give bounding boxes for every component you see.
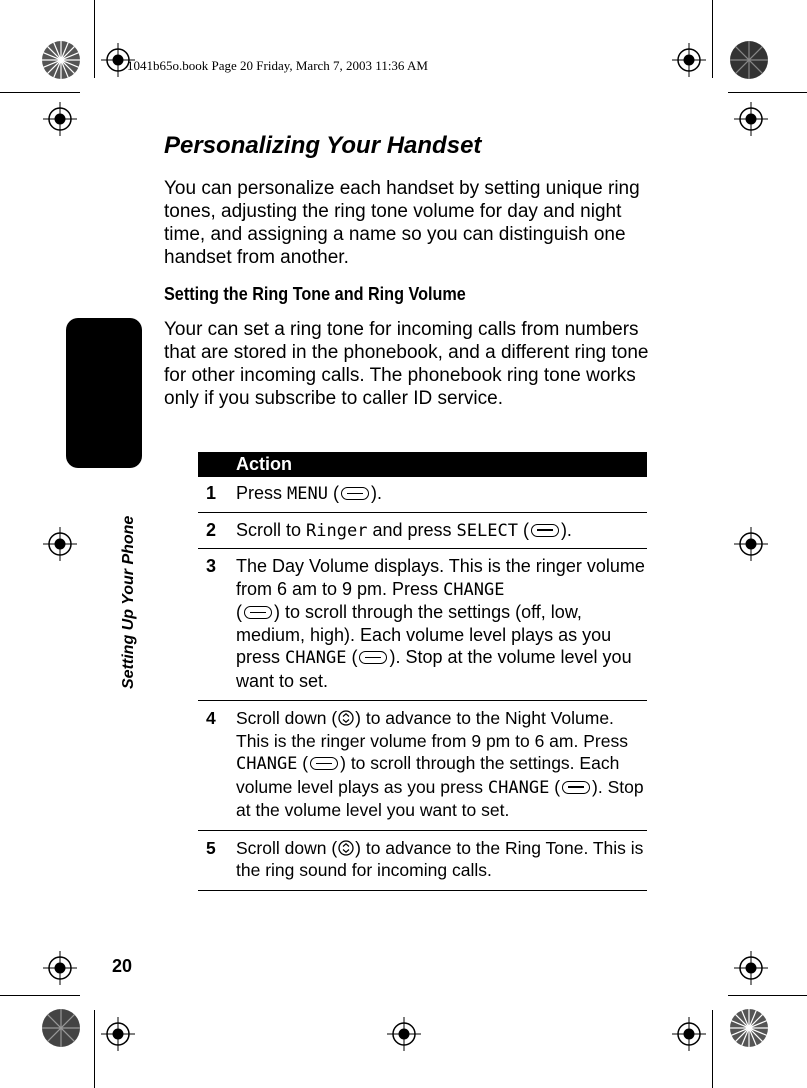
step-text: Scroll to: [236, 519, 307, 540]
scroll-key-icon: [338, 710, 354, 726]
step-text: (: [327, 483, 339, 503]
table-row: [198, 513, 647, 550]
action-table: [198, 452, 647, 891]
display-text-select: SELECT: [456, 520, 518, 541]
step-number: 4: [206, 708, 216, 728]
registration-mark-icon: [734, 102, 768, 136]
softkey-icon: [341, 487, 369, 500]
step-text: The Day Volume displays. This is the ringer volume from 6 am to 9 pm. Press: [236, 556, 645, 599]
chapter-side-label: Setting Up Your Phone: [120, 515, 137, 689]
softkey-icon: [562, 781, 590, 794]
softkey-icon: [359, 651, 387, 664]
scroll-key-icon: [338, 840, 354, 856]
table-row: [198, 549, 647, 701]
crop-line: [728, 995, 807, 996]
softkey-icon: [310, 757, 338, 770]
print-header: 1041b65o.book Page 20 Friday, March 7, 2003 11:36 AM: [127, 58, 428, 73]
softkey-icon: [244, 606, 272, 619]
step-text: Press: [236, 483, 288, 503]
crop-line: [94, 0, 95, 78]
registration-mark-icon: [43, 102, 77, 136]
section-subheading: Setting the Ring Tone and Ring Volume: [164, 284, 466, 304]
ring-tone-paragraph: Your can set a ring tone for incoming calls from numbers that are stored in the phonebook, and a different ring tone for other incoming calls. The phonebook ring tone works only if you subscribe to caller ID service.: [164, 319, 649, 409]
crop-line: [728, 92, 807, 93]
step-number: 2: [206, 519, 217, 540]
table-row: [198, 477, 647, 513]
display-text-change: CHANGE: [443, 579, 505, 600]
crop-line: [712, 0, 713, 78]
registration-mark-icon: [734, 951, 768, 985]
display-text-change: CHANGE: [236, 754, 298, 774]
step-number: 1: [206, 483, 217, 503]
registration-mark-icon: [387, 1017, 421, 1051]
crop-line: [0, 92, 80, 93]
registration-mark-icon: [672, 43, 706, 77]
step-text: (: [297, 753, 309, 773]
registration-mark-icon: [43, 527, 77, 561]
step-text: (: [549, 776, 561, 797]
step-text: (: [346, 647, 358, 667]
step-text: and press: [367, 519, 457, 540]
crop-line: [0, 995, 80, 996]
step-text: ) to scroll through the settings. Each volume level plays as you press: [236, 753, 620, 797]
table-row: [198, 831, 647, 891]
step-text: ) to advance to the Ring Tone. This is the ring sound for incoming calls.: [236, 837, 644, 880]
display-text-menu: MENU: [287, 484, 328, 504]
registration-mark-icon: [734, 527, 768, 561]
intro-paragraph: You can personalize each handset by setting unique ring tones, adjusting the ring tone volume for day and night time, and assigning a name so you can distinguish one handset from another.: [164, 178, 640, 268]
color-bar-starburst-icon: [41, 40, 81, 80]
step-text: Scroll down (: [236, 837, 338, 858]
step-text: (: [236, 602, 242, 622]
step-text: ). Stop at the volume level you want to set.: [236, 776, 644, 820]
color-bar-starburst-icon: [729, 1008, 769, 1048]
color-bar-starburst-icon: [729, 40, 769, 80]
softkey-icon: [531, 524, 559, 537]
registration-mark-icon: [43, 951, 77, 985]
step-text: (: [517, 519, 529, 540]
page-number: 20: [112, 956, 133, 976]
display-text-change: CHANGE: [285, 648, 347, 668]
table-row: [198, 701, 647, 831]
crop-line: [94, 1010, 95, 1088]
display-text-change: CHANGE: [487, 777, 550, 798]
crop-line: [712, 1010, 713, 1088]
step-text: Scroll down (: [236, 708, 338, 728]
page-title: Personalizing Your Handset: [164, 132, 482, 159]
step-text: ).: [370, 483, 382, 503]
registration-mark-icon: [101, 1017, 135, 1051]
step-text: ) to scroll through the settings (off, low, medium, high). Each volume level plays as you press: [236, 602, 612, 667]
registration-mark-icon: [672, 1017, 706, 1051]
step-number: 5: [206, 837, 216, 858]
display-text-ringer: Ringer: [306, 520, 368, 541]
color-bar-starburst-icon: [41, 1008, 81, 1048]
step-text: ). Stop at the volume level you want to set.: [236, 647, 632, 691]
chapter-tab: [66, 318, 142, 468]
step-text: ) to advance to the Night Volume. This is the ringer volume from 9 pm to 6 am. Press: [236, 708, 628, 751]
step-text: ).: [560, 519, 572, 540]
table-header: Action: [198, 452, 647, 477]
step-number: 3: [206, 556, 217, 576]
